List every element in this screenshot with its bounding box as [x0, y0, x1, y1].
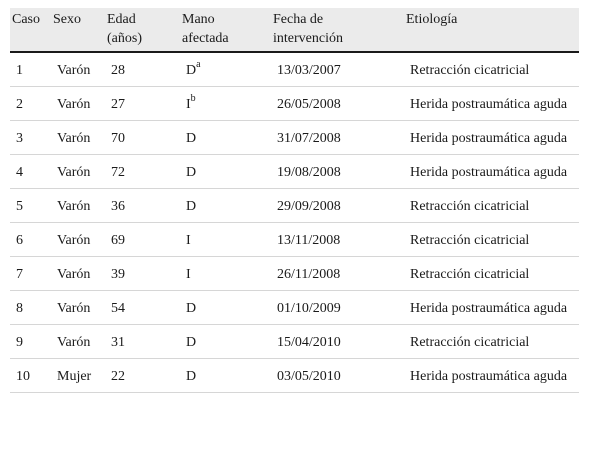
table-header: [10, 8, 579, 52]
cell-edad: 70: [104, 121, 179, 155]
cell-caso: 9: [10, 325, 50, 359]
cell-sexo: Varón: [50, 121, 104, 155]
cell-caso: 4: [10, 155, 50, 189]
cell-mano: [179, 87, 270, 121]
mano-value: D: [186, 131, 197, 146]
footnote-marker: b: [190, 93, 196, 105]
table-row: [10, 189, 579, 223]
mano-value: D: [186, 369, 197, 384]
mano-value: D: [186, 301, 197, 316]
mano-value: D: [186, 63, 197, 78]
cell-fecha: 03/05/2010: [270, 359, 403, 393]
cell-fecha: 19/08/2008: [270, 155, 403, 189]
table-row: [10, 257, 579, 291]
mano-value: D: [186, 165, 197, 180]
cell-fecha: 15/04/2010: [270, 325, 403, 359]
table-body: [10, 52, 579, 393]
cell-etiologia: Retracción cicatricial: [403, 52, 579, 87]
cell-fecha: 31/07/2008: [270, 121, 403, 155]
cell-caso: 7: [10, 257, 50, 291]
cell-edad: 72: [104, 155, 179, 189]
cell-etiologia: Retracción cicatricial: [403, 257, 579, 291]
cases-table: [10, 8, 579, 393]
mano-value: D: [186, 335, 197, 350]
cell-edad: 36: [104, 189, 179, 223]
cell-edad: 28: [104, 52, 179, 87]
header-etiologia: Etiología: [403, 8, 579, 52]
cell-edad: 31: [104, 325, 179, 359]
header-mano-afectada: Mano afectada: [179, 8, 270, 52]
cell-caso: 8: [10, 291, 50, 325]
cell-edad: 54: [104, 291, 179, 325]
header-edad: Edad (años): [104, 8, 179, 52]
mano-value: I: [186, 267, 191, 282]
cell-mano: [179, 257, 270, 291]
cell-fecha: 29/09/2008: [270, 189, 403, 223]
cell-edad: 39: [104, 257, 179, 291]
cell-sexo: Varón: [50, 325, 104, 359]
cell-caso: 5: [10, 189, 50, 223]
table-row: [10, 359, 579, 393]
header-sexo: Sexo: [50, 8, 104, 52]
cell-fecha: 13/11/2008: [270, 223, 403, 257]
cell-etiologia: Herida postraumática aguda: [403, 291, 579, 325]
table-row: [10, 325, 579, 359]
cell-mano: [179, 155, 270, 189]
cell-etiologia: Herida postraumática aguda: [403, 87, 579, 121]
cell-fecha: 01/10/2009: [270, 291, 403, 325]
footnote-marker: a: [196, 59, 201, 71]
cell-caso: 10: [10, 359, 50, 393]
cell-sexo: Varón: [50, 223, 104, 257]
mano-value: I: [186, 97, 191, 112]
cell-mano: [179, 52, 270, 87]
header-caso: Caso: [10, 8, 50, 52]
cell-sexo: Mujer: [50, 359, 104, 393]
cell-edad: 69: [104, 223, 179, 257]
table-row: [10, 52, 579, 87]
cell-mano: [179, 359, 270, 393]
mano-value: I: [186, 233, 191, 248]
cell-sexo: Varón: [50, 189, 104, 223]
table-row: [10, 223, 579, 257]
cell-sexo: Varón: [50, 291, 104, 325]
cell-edad: 22: [104, 359, 179, 393]
cell-etiologia: Retracción cicatricial: [403, 223, 579, 257]
cell-fecha: 26/05/2008: [270, 87, 403, 121]
cell-sexo: Varón: [50, 87, 104, 121]
cell-etiologia: Retracción cicatricial: [403, 189, 579, 223]
table-row: [10, 121, 579, 155]
cell-sexo: Varón: [50, 257, 104, 291]
cell-caso: 6: [10, 223, 50, 257]
cell-caso: 2: [10, 87, 50, 121]
mano-value: D: [186, 199, 197, 214]
table-row: [10, 87, 579, 121]
cell-mano: [179, 223, 270, 257]
cell-etiologia: Herida postraumática aguda: [403, 121, 579, 155]
cell-mano: [179, 121, 270, 155]
header-row: [10, 8, 579, 52]
cell-caso: 1: [10, 52, 50, 87]
cell-mano: [179, 325, 270, 359]
cell-mano: [179, 189, 270, 223]
cell-fecha: 26/11/2008: [270, 257, 403, 291]
cell-etiologia: Herida postraumática aguda: [403, 359, 579, 393]
cell-mano: [179, 291, 270, 325]
table-row: [10, 291, 579, 325]
header-fecha-intervencion: Fecha de intervención: [270, 8, 403, 52]
cell-caso: 3: [10, 121, 50, 155]
cell-sexo: Varón: [50, 155, 104, 189]
cell-sexo: Varón: [50, 52, 104, 87]
cell-etiologia: Herida postraumática aguda: [403, 155, 579, 189]
cell-etiologia: Retracción cicatricial: [403, 325, 579, 359]
cases-table-container: [10, 8, 579, 393]
cell-edad: 27: [104, 87, 179, 121]
cell-fecha: 13/03/2007: [270, 52, 403, 87]
table-row: [10, 155, 579, 189]
